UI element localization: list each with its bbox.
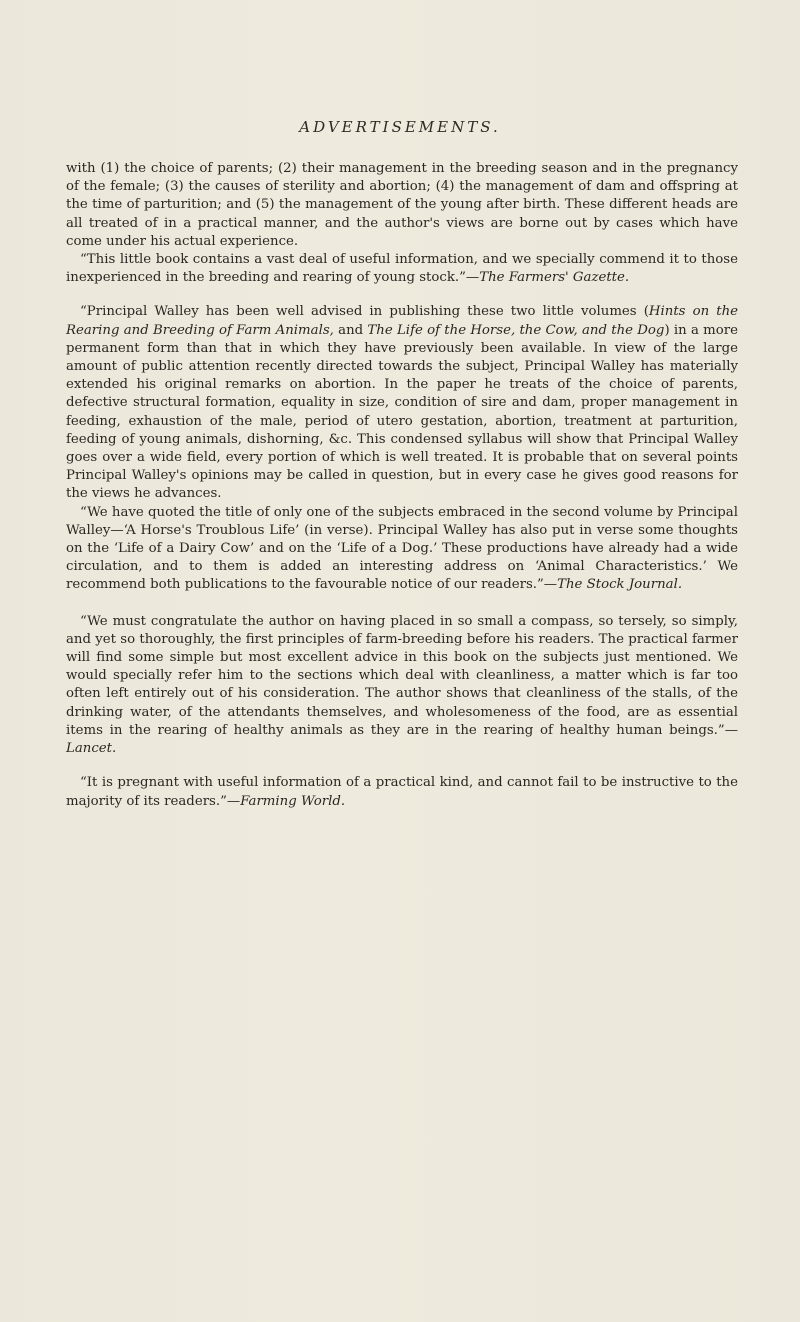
book-title: The Life of the Horse, the Cow, and the Dog (367, 322, 665, 338)
source-citation: Lancet. (66, 741, 117, 757)
quote-text: and (333, 322, 368, 338)
running-header: ADVERTISEMENTS. (299, 118, 501, 136)
source-citation: The Stock Journal. (557, 577, 683, 593)
paragraph-3 (66, 303, 738, 503)
quote-text: “We have quoted the title of only one of the subjects embraced in the second volume by Principal Walley—‘A Horse's Troublous Life’ (in verse). Principal Walley has also put in verse some thoughts on the ‘Life of a Dairy Cow’ and on the ‘Life of a Dog.’ These productions have already had a wide circulation, and to them is added an interesting address on ‘Animal Characteristics.’ We recommend both publications to the favourable notice of our readers.”— (66, 504, 738, 593)
quote-text: “It is pregnant with useful information of a practical kind, and cannot fail to be instructive to the majority of its readers.”— (66, 775, 738, 809)
paragraph-5 (66, 613, 738, 759)
book-title: Hints on the Rearing and Breeding of Farm Animals, (66, 304, 738, 338)
quote-text: ) in a more permanent form than that in which they have previously been available. In view of the large amount of public attention recently directed towards the subject, Principal Walley has materially extended his original remarks on abortion. In the paper he treats of the choice of parents, defective structural formation, equality in size, condition of sire and dam, proper management in feeding, exhaustion of the male, period of utero gestation, abortion, treatment at parturition, feeding of young animals, dishorning, &c. This condensed syllabus will show that Principal Walley goes over a wide field, every portion of which is well treated. It is probable that on several points Principal Walley's opinions may be called in question, but in every case he gives good reasons for the views he advances. (66, 322, 738, 502)
source-citation: Farming World. (240, 793, 346, 809)
source-citation: The Farmers' Gazette. (479, 270, 630, 286)
paragraph-6 (66, 774, 738, 810)
paragraph-2 (66, 251, 738, 287)
quote-text: “We must congratulate the author on having placed in so small a compass, so tersely, so simply, and yet so thoroughly, the first principles of farm-breeding before his readers. The practical farmer will find some simple but most excellent advice in this book on the subjects just mentioned. We would specially refer him to the sections which deal with cleanliness, a matter which is far too often left entirely out of his consideration. The author shows that cleanliness of the stalls, of the drinking water, of the attendants themselves, and wholesomeness of the food, are as essential items in the rearing of healthy animals as they are in the rearing of healthy human beings.”— (66, 613, 738, 738)
quote-text: “Principal Walley has been well advised in publishing these two little volumes ( (80, 304, 649, 320)
paragraph-1-text: with (1) the choice of parents; (2) their management in the breeding season and in the pregnancy of the female; (3) the causes of sterility and abortion; (4) the management of dam and offspring at the time of parturition; and (5) the management of the young after birth. These different heads are all treated of in a practical manner, and the author's views are borne out by cases which have come under his actual experience. (66, 161, 738, 249)
paragraph-1 (66, 160, 738, 251)
quote-text: “This little book contains a vast deal of useful information, and we specially commend it to those inexperienced in the breeding and rearing of young stock.”— (66, 252, 738, 286)
advertisement-body (66, 160, 738, 811)
paragraph-4 (66, 504, 738, 595)
